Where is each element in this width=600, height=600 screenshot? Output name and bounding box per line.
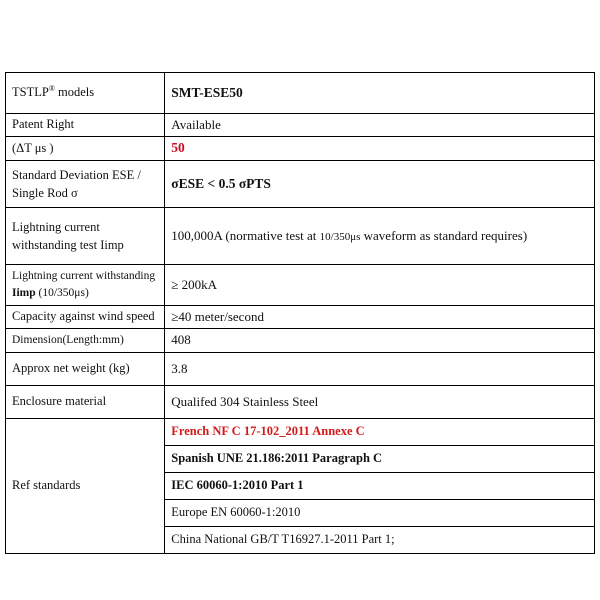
row-label-delta-t: (ΔT μs )	[6, 137, 165, 161]
row-value-net-weight: 3.8	[165, 352, 595, 385]
lightning-withstanding-waveform: (10/350μs)	[35, 287, 89, 300]
row-label-lightning-withstanding	[6, 265, 165, 306]
table-row-delta-t	[6, 137, 595, 161]
table-row-standard-deviation	[6, 161, 595, 208]
row-value-dimension: 408	[165, 329, 595, 352]
row-label-dimension: Dimension(Length:mm)	[6, 329, 165, 352]
row-label-net-weight: Approx net weight (kg)	[6, 352, 165, 385]
ref-standard-french: French NF C 17-102_2011 Annexe C	[165, 419, 594, 446]
row-label-enclosure-material: Enclosure material	[6, 385, 165, 418]
ref-standard-item	[165, 526, 594, 553]
table-row-dimension	[6, 329, 595, 352]
table-row-net-weight	[6, 352, 595, 385]
lightning-test-label-line2: withstanding test Iimp	[12, 238, 124, 253]
row-label-standard-deviation	[6, 161, 165, 208]
models-label-suffix: models	[54, 85, 95, 100]
ref-standards-list	[165, 419, 594, 553]
row-value-patent-right: Available	[165, 114, 595, 137]
registered-trademark-icon: ®	[48, 84, 55, 94]
row-value-enclosure-material: Qualifed 304 Stainless Steel	[165, 385, 595, 418]
row-value-lightning-test	[165, 208, 595, 265]
specification-table	[5, 72, 595, 554]
row-label-models	[6, 73, 165, 114]
ref-standard-item	[165, 445, 594, 472]
row-value-lightning-withstanding: ≥ 200kA	[165, 265, 595, 306]
row-label-wind-speed: Capacity against wind speed	[6, 306, 165, 329]
table-row-patent-right	[6, 114, 595, 137]
row-label-patent-right: Patent Right	[6, 114, 165, 137]
std-dev-label-line2: Single Rod σ	[12, 186, 78, 201]
lightning-withstanding-label-line1: Lightning current withstanding	[12, 270, 156, 283]
row-value-wind-speed: ≥40 meter/second	[165, 306, 595, 329]
lightning-test-label-line1: Lightning current	[12, 220, 100, 234]
ref-standard-china: China National GB/T T16927.1-2011 Part 1;	[171, 531, 395, 546]
lightning-test-value-part2: waveform as standard requires)	[360, 227, 528, 243]
row-label-lightning-test	[6, 208, 165, 265]
models-label-prefix: TSTLP	[12, 85, 49, 100]
ref-standard-item	[165, 499, 594, 526]
lightning-test-waveform: 10/350μs	[319, 230, 361, 243]
table-row-enclosure-material	[6, 385, 595, 418]
row-value-model-number: SMT-ESE50	[165, 73, 595, 114]
row-value-standard-deviation: σESE < 0.5 σPTS	[165, 161, 595, 208]
ref-standard-item	[165, 472, 594, 499]
ref-standard-europe: Europe EN 60060-1:2010	[165, 499, 594, 526]
lightning-test-value-part1: 100,000A (normative test at	[171, 227, 320, 243]
table-row-models	[6, 73, 595, 114]
row-label-ref-standards: Ref standards	[6, 418, 165, 553]
table-row-wind-speed	[6, 306, 595, 329]
lightning-withstanding-iimp: Iimp	[12, 287, 36, 300]
row-value-delta-t: 50	[165, 137, 595, 161]
table-row-lightning-test	[6, 208, 595, 265]
row-value-ref-standards	[165, 418, 595, 553]
ref-standard-item	[165, 419, 594, 446]
std-dev-label-line1: Standard Deviation ESE /	[12, 168, 141, 182]
ref-standard-spanish: Spanish UNE 21.186:2011 Paragraph C	[165, 445, 594, 472]
table-row-ref-standards	[6, 418, 595, 553]
table-row-lightning-withstanding	[6, 265, 595, 306]
ref-standard-iec: IEC 60060-1:2010 Part 1	[165, 472, 594, 499]
